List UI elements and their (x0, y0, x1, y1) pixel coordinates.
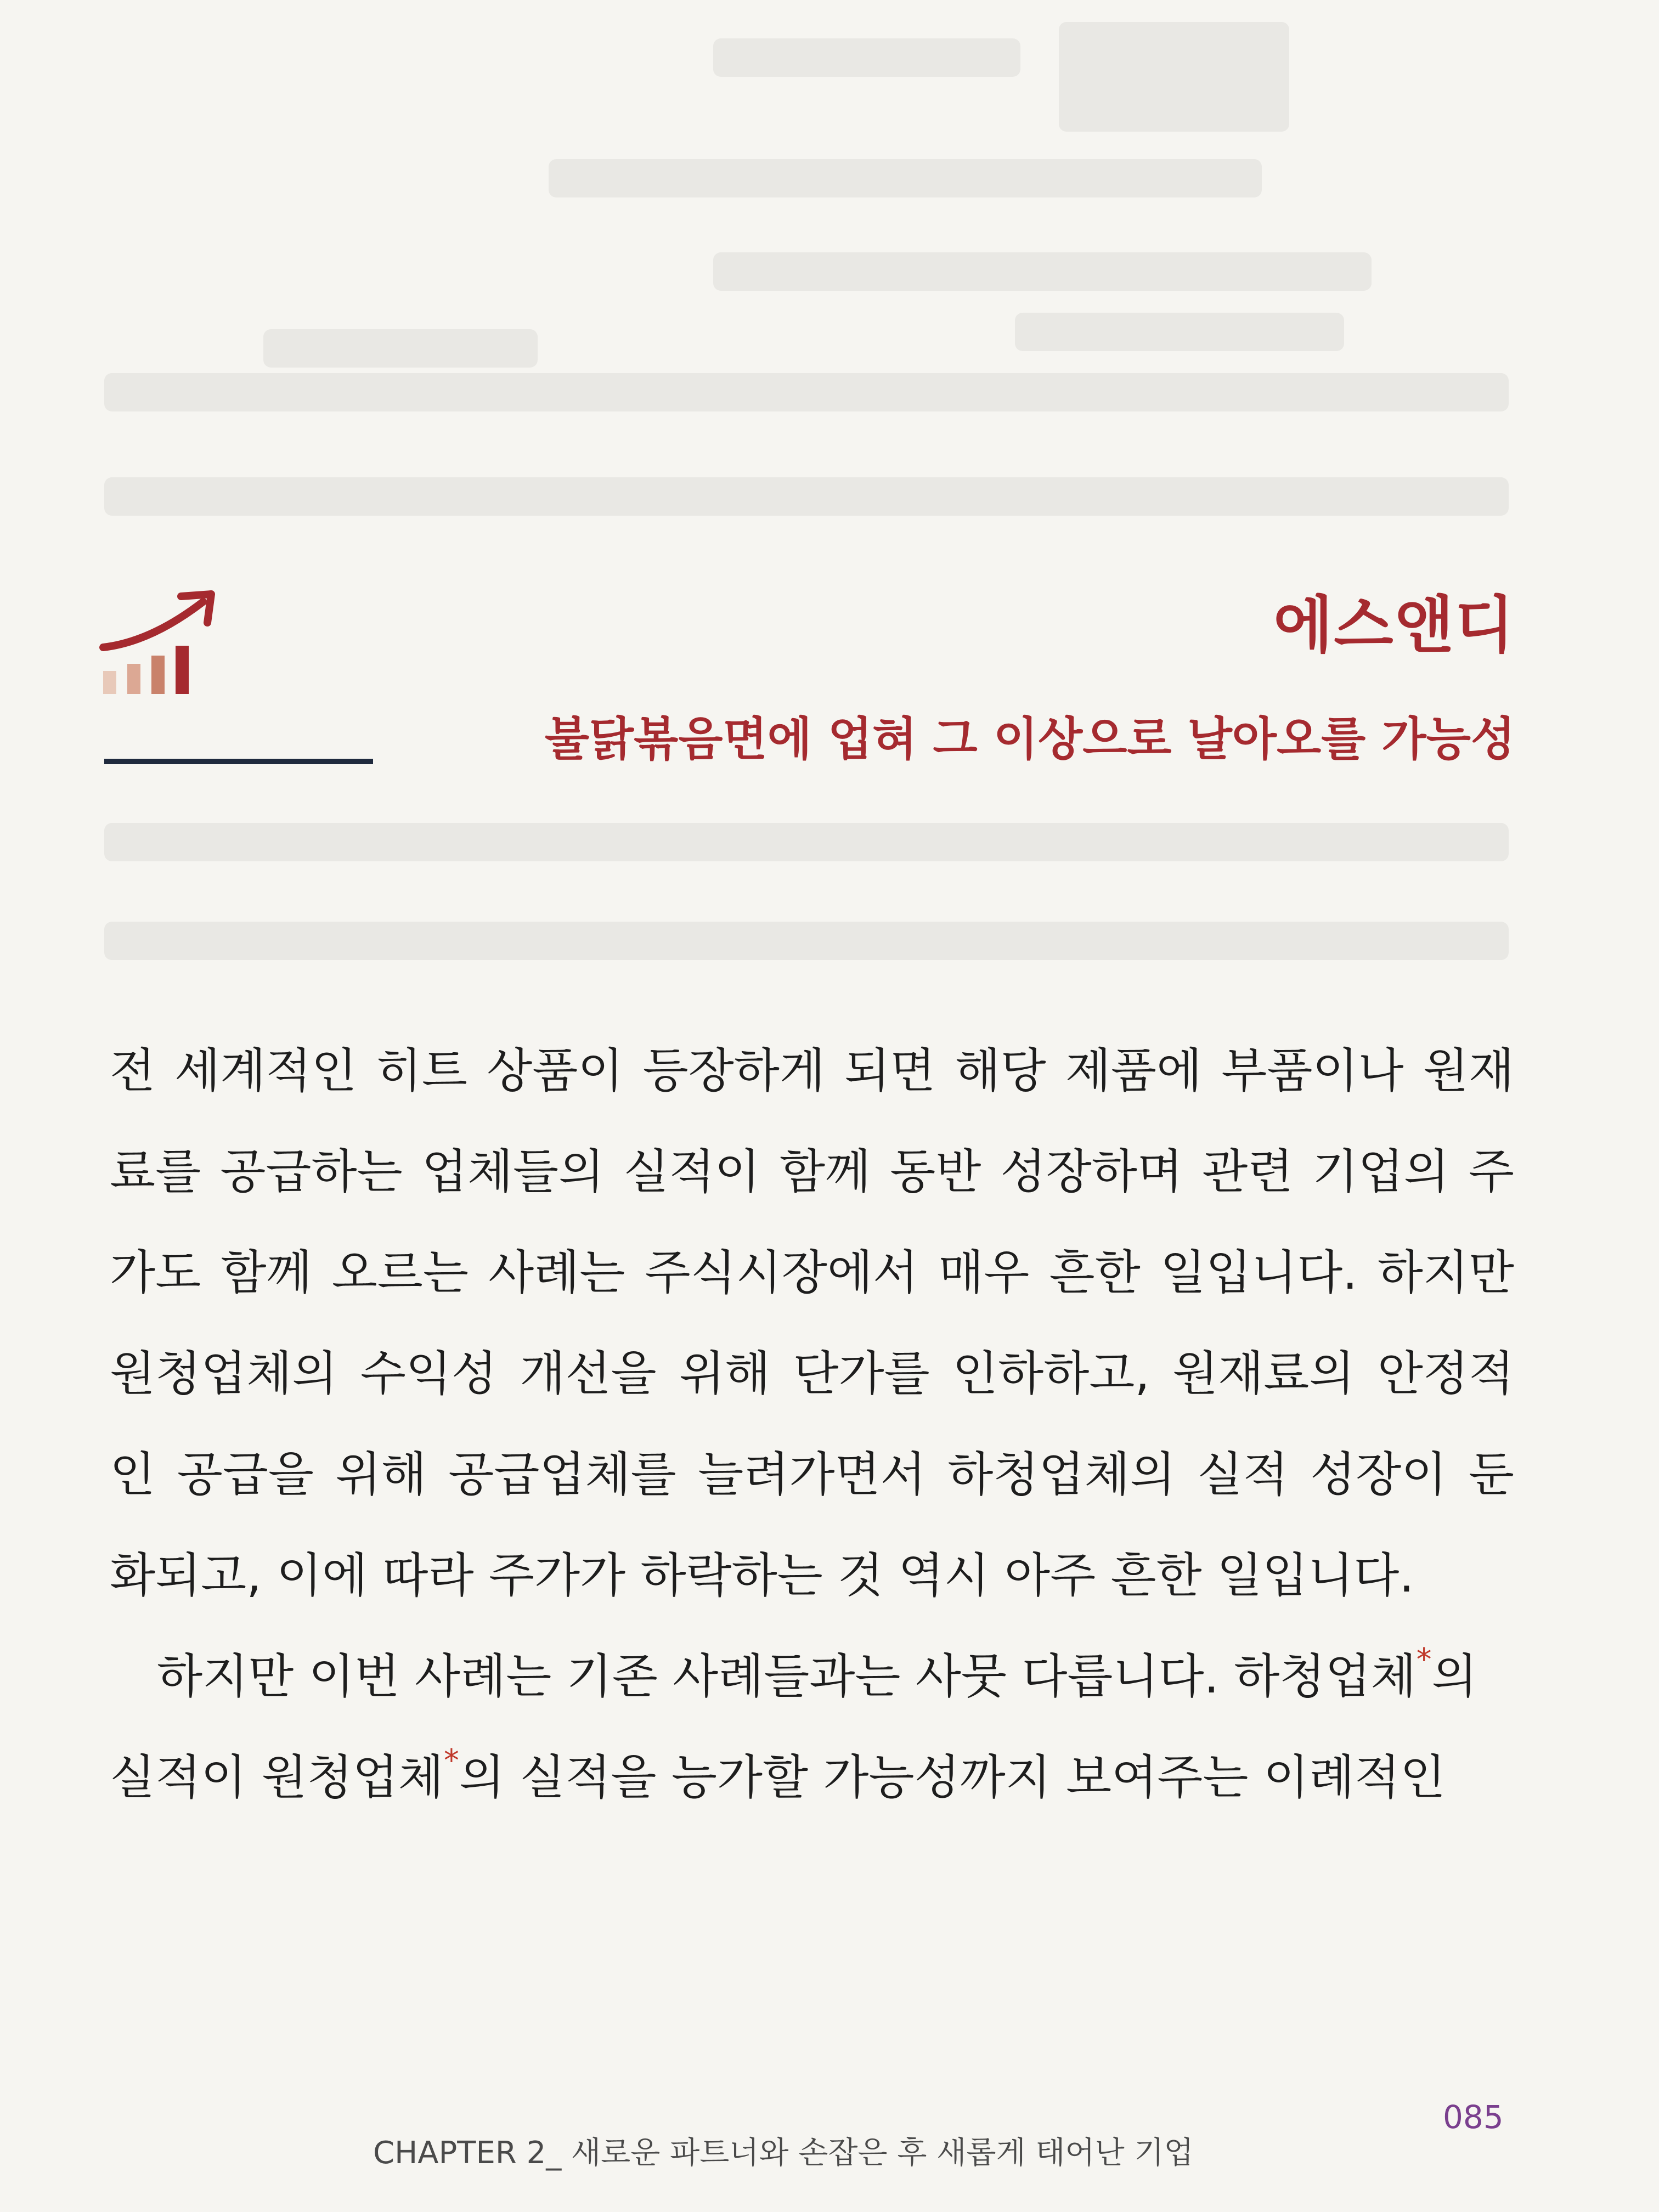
paragraph1-line: 전 세계적인 히트 상품이 등장하게 되면 해당 제품에 부품이나 원재 (110, 1043, 1514, 1098)
footnote-asterisk: * (1416, 1642, 1432, 1678)
paragraph2-line (110, 1727, 1514, 1828)
growth-arrow (103, 594, 211, 647)
paragraph1-line: 원청업체의 수익성 개선을 위해 단가를 인하하고, 원재료의 안정적 (110, 1346, 1514, 1401)
growth-bar-1 (103, 671, 116, 694)
paragraph2-line (110, 1626, 1514, 1727)
header-rule (104, 759, 373, 764)
body-text (110, 1020, 1514, 1828)
paragraph2-text: 실적이 원청업체 (110, 1750, 444, 1805)
paragraph1-line: 화되고, 이에 따라 주가가 하락하는 것 역시 아주 흔한 일입니다. (110, 1548, 1414, 1603)
growth-bar-2 (127, 664, 140, 694)
footnote-asterisk: * (443, 1743, 459, 1779)
chapter-footer: CHAPTER 2_ 새로운 파트너와 손잡은 후 새롭게 태어난 기업 (373, 2135, 1194, 2171)
growth-bar-3 (151, 656, 165, 694)
paragraph2-text: 하지만 이번 사례는 기존 사례들과는 사뭇 다릅니다. 하청업체 (157, 1649, 1417, 1704)
paragraph2-text: 의 실적을 능가할 가능성까지 보여주는 이례적인 (459, 1750, 1446, 1805)
growth-bar-4 (176, 646, 189, 694)
section-subtitle: 불닭볶음면에 업혀 그 이상으로 날아오를 가능성 (544, 712, 1515, 766)
paragraph1-line: 료를 공급하는 업체들의 실적이 함께 동반 성장하며 관련 기업의 주 (110, 1144, 1514, 1199)
section-title: 에스앤디 (1273, 590, 1515, 661)
paragraph1-line: 인 공급을 위해 공급업체를 늘려가면서 하청업체의 실적 성장이 둔 (110, 1447, 1514, 1502)
growth-chart-icon (99, 590, 219, 699)
paragraph2-text: 의 (1431, 1649, 1477, 1704)
paragraph1-line: 가도 함께 오르는 사례는 주식시장에서 매우 흔한 일입니다. 하지만 (110, 1245, 1514, 1300)
page-number: 085 (1443, 2098, 1504, 2136)
